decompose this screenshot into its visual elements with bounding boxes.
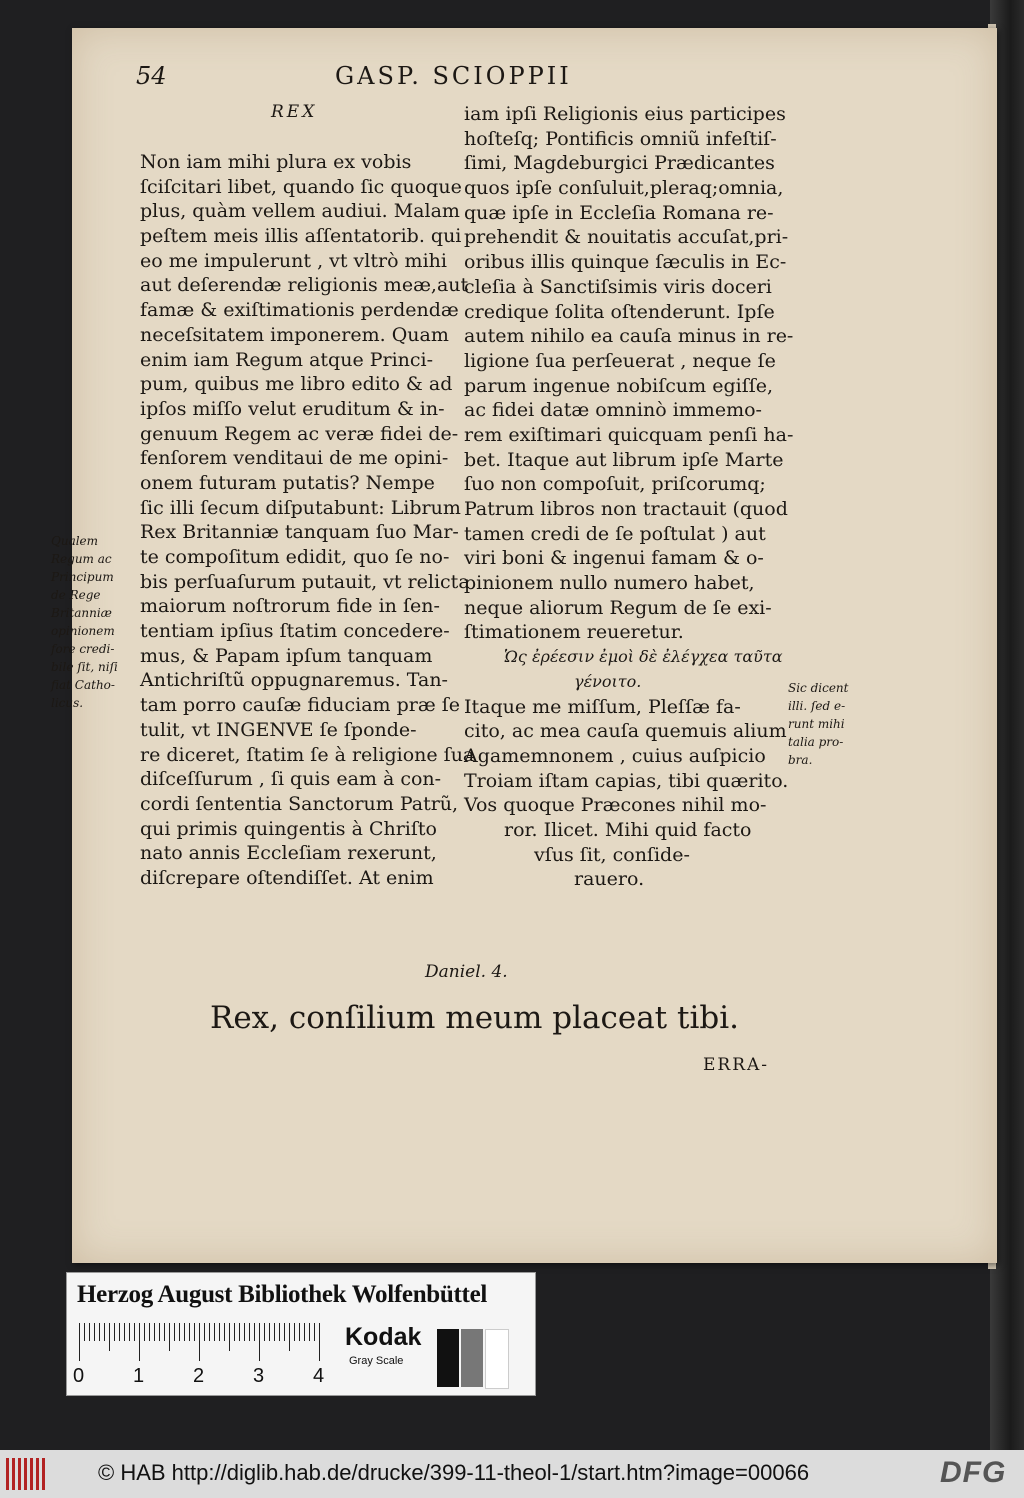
text-line: Agamemnonem , cuius auſpicio xyxy=(464,744,766,767)
text-line: Antichriſtũ oppugnaremus. Tan- xyxy=(140,669,448,692)
margin-note-right xyxy=(788,679,849,769)
ruler-number: 3 xyxy=(253,1365,265,1387)
ruler-tick xyxy=(79,1323,80,1361)
greek-quote-line-2: γένοιτο. xyxy=(574,671,642,691)
ruler-tick xyxy=(259,1323,260,1361)
page-number: 54 xyxy=(136,62,167,90)
text-line: mus, & Papam ipſum tanquam xyxy=(140,644,433,667)
ruler-tick xyxy=(189,1323,190,1341)
gray-swatch xyxy=(461,1329,483,1387)
text-line: tamen credi de ſe poſtulat ) aut xyxy=(464,522,766,545)
text-line: pum, quibus me libro edito & ad xyxy=(140,373,453,396)
margin-note-line: licus. xyxy=(51,696,84,710)
motto: Rex, conſilium meum placeat tibi. xyxy=(210,1000,739,1036)
text-line: cleſia à Sanctiſsimis viris doceri xyxy=(464,275,772,298)
margin-note-left xyxy=(51,532,118,712)
ruler-number: 4 xyxy=(313,1365,325,1387)
text-line: Itaque me miſſum, Pleſſæ fa- xyxy=(464,695,741,718)
ruler-tick xyxy=(249,1323,250,1341)
ruler-tick xyxy=(244,1323,245,1341)
right-column-text xyxy=(464,102,859,892)
margin-note-line: Sic dicent xyxy=(788,681,849,695)
text-line: autem nihilo ea cauſa minus in re- xyxy=(464,325,794,348)
ruler-tick xyxy=(199,1323,200,1361)
text-line: quæ ipſe in Eccleſia Romana re- xyxy=(464,201,774,224)
ruler-tick xyxy=(154,1323,155,1341)
text-line: ſic illi ſecum diſputabunt: Librum xyxy=(140,496,461,519)
footer-bar xyxy=(0,1450,1024,1498)
text-line: vſus ſit, conſide- xyxy=(534,843,690,866)
ruler-tick xyxy=(104,1323,105,1341)
color-calibration-bar xyxy=(66,1272,536,1396)
ruler-tick xyxy=(204,1323,205,1341)
text-line: enim iam Regum atque Princi- xyxy=(140,348,434,371)
text-line: peſtem meis illis aſſentatorib. qui xyxy=(140,225,462,248)
ruler-tick xyxy=(149,1323,150,1341)
text-line: te compoſitum edidit, quo ſe no- xyxy=(140,546,450,568)
ruler-tick xyxy=(284,1323,285,1341)
text-line: diſcrepare oſtendiſſet. At enim xyxy=(140,866,434,889)
section-heading: REX xyxy=(271,102,318,122)
ruler-tick xyxy=(239,1323,240,1341)
text-line: nato annis Eccleſiam rexerunt, xyxy=(140,842,437,865)
ruler-tick xyxy=(209,1323,210,1341)
text-line: plus, quàm vellem audiui. Malam xyxy=(140,200,460,223)
running-head: GASP. SCIOPPII xyxy=(335,62,572,90)
ruler-tick xyxy=(114,1323,115,1341)
kodak-logo: Kodak xyxy=(345,1323,422,1351)
ruler-tick xyxy=(124,1323,125,1341)
text-line: Vos quoque Præcones nihil mo- xyxy=(464,794,767,817)
ruler-number: 0 xyxy=(73,1365,85,1387)
text-line: cito, ac mea cauſa quemuis alium xyxy=(464,720,787,743)
text-line: onem futuram putatis? Nempe xyxy=(140,471,435,494)
ruler-tick xyxy=(139,1323,140,1361)
margin-note-line: Britanniæ xyxy=(51,606,112,620)
text-line: ror. Ilicet. Mihi quid facto xyxy=(504,818,752,841)
ruler-tick xyxy=(174,1323,175,1341)
text-line: rem exiſtimari quicquam penſi ha- xyxy=(464,423,794,446)
text-line: famæ & exiſtimationis perdendæ xyxy=(140,299,459,322)
text-line: prehendit & nouitatis accuſat,pri- xyxy=(464,226,789,249)
ruler-tick xyxy=(179,1323,180,1341)
text-line: credique ſolita oſtenderunt. Ipſe xyxy=(464,300,775,323)
text-line: ligione ſua perſeuerat , neque ſe xyxy=(464,349,776,372)
ruler-tick xyxy=(224,1323,225,1341)
text-line: diſceſſurum , ſi quis eam à con- xyxy=(140,768,442,791)
ruler-number: 2 xyxy=(193,1365,205,1387)
text-line: ſuo non compoſuit, priſcorumq; xyxy=(464,473,766,496)
text-line: qui primis quingentis à Chriſto xyxy=(140,817,437,840)
ruler-tick xyxy=(109,1323,110,1351)
white-swatch xyxy=(485,1329,509,1389)
ruler-tick xyxy=(89,1323,90,1341)
dfg-logo: DFG xyxy=(940,1456,1007,1489)
ruler-tick xyxy=(314,1323,315,1341)
margin-note-line: bile ſit, niſi xyxy=(51,660,118,674)
text-line: aut deſerendæ religionis meæ,aut xyxy=(140,274,469,297)
text-line: tam porro cauſæ fiduciam præ ſe xyxy=(140,694,460,717)
margin-note-line: de Rege xyxy=(51,588,101,602)
margin-note-line: opinionem xyxy=(51,624,115,638)
gray-scale-label: Gray Scale xyxy=(349,1355,404,1367)
text-line: oribus illis quinque ſæculis in Ec- xyxy=(464,251,787,274)
right-column-lines xyxy=(464,102,859,645)
ruler-tick xyxy=(309,1323,310,1341)
margin-note-line: runt mihi xyxy=(788,717,845,731)
margin-note-line: Qualem xyxy=(51,534,99,548)
ruler-tick xyxy=(229,1323,230,1351)
text-line: genuum Regem ac veræ fidei de- xyxy=(140,422,459,445)
hab-barcode-logo-icon xyxy=(6,1458,50,1490)
margin-note-line: fore credi- xyxy=(51,642,115,656)
text-line: iam ipſi Religionis eius participes xyxy=(464,103,786,125)
text-line: ſimi, Magdeburgici Prædicantes xyxy=(464,152,775,175)
ruler-tick xyxy=(164,1323,165,1341)
text-line: parum ingenue nobiſcum egiſſe, xyxy=(464,374,774,397)
ruler-tick xyxy=(219,1323,220,1341)
margin-note-line: illi. ſed e- xyxy=(788,699,846,713)
text-line: neceſsitatem imponerem. Quam xyxy=(140,323,449,346)
text-line: Troiam iſtam capias, tibi quærito. xyxy=(464,769,789,792)
text-line: Rex Britanniæ tanquam ſuo Mar- xyxy=(140,521,459,544)
text-line: ipſos miſſo velut eruditum & in- xyxy=(140,397,445,420)
margin-note-line: talia pro- xyxy=(788,735,844,749)
ruler-tick xyxy=(289,1323,290,1351)
text-line: neque aliorum Regum de ſe exi- xyxy=(464,596,772,619)
text-line: rauero. xyxy=(574,868,645,891)
text-line: ac fidei datæ omninò immemo- xyxy=(464,399,762,422)
ruler-tick xyxy=(119,1323,120,1341)
ruler xyxy=(79,1323,324,1363)
text-line: pinionem nullo numero habet, xyxy=(464,572,755,595)
text-line: viri boni & ingenui famam & o- xyxy=(464,547,764,570)
text-line: hoſteſq; Pontificis omniũ infeſtiſ- xyxy=(464,127,777,150)
ruler-tick xyxy=(319,1323,320,1361)
ruler-tick xyxy=(264,1323,265,1341)
text-line: maiorum noſtrorum fide in ſen- xyxy=(140,595,440,618)
greek-quote-line-1: Ὡς ἐρέεσιν ἐμοὶ δὲ ἐλέγχεα ταῦτα xyxy=(504,647,783,667)
text-line: Patrum libros non tractauit (quod xyxy=(464,498,788,520)
margin-note-line: fiat Catho- xyxy=(51,678,115,692)
ruler-tick xyxy=(294,1323,295,1341)
margin-note-line: bra. xyxy=(788,753,813,767)
catchword: ERRA- xyxy=(703,1055,770,1075)
ruler-tick xyxy=(279,1323,280,1341)
ruler-tick xyxy=(299,1323,300,1341)
text-line: tentiam ipſius ſtatim concedere- xyxy=(140,620,450,643)
ruler-tick xyxy=(184,1323,185,1341)
text-line: tulit, vt INGENVE ſe ſponde- xyxy=(140,718,417,741)
ruler-number: 1 xyxy=(133,1365,145,1387)
text-line: Non iam mihi plura ex vobis xyxy=(140,151,412,173)
text-line: re diceret, ſtatim ſe à religione ſua xyxy=(140,743,475,766)
margin-note-line: Principum xyxy=(51,570,114,584)
text-line: eo me impulerunt , vt vltrò mihi xyxy=(140,249,447,272)
text-line: bet. Itaque aut librum ipſe Marte xyxy=(464,448,784,471)
ruler-tick xyxy=(269,1323,270,1341)
black-swatch xyxy=(437,1329,459,1387)
ruler-tick xyxy=(159,1323,160,1341)
ruler-tick xyxy=(144,1323,145,1341)
ruler-tick xyxy=(84,1323,85,1341)
ruler-tick xyxy=(94,1323,95,1341)
ruler-tick xyxy=(129,1323,130,1341)
text-line: bis perſuaſurum putauit, vt relicta xyxy=(140,570,470,593)
text-line: fenſorem venditaui de me opini- xyxy=(140,447,449,470)
ruler-tick xyxy=(274,1323,275,1341)
library-name: Herzog August Bibliothek Wolfenbüttel xyxy=(77,1281,488,1308)
ruler-tick xyxy=(254,1323,255,1341)
text-line: quos ipſe conſuluit,pleraq;omnia, xyxy=(464,177,784,200)
ruler-tick xyxy=(134,1323,135,1341)
margin-note-line: Regum ac xyxy=(51,552,112,566)
ruler-tick xyxy=(234,1323,235,1341)
ruler-tick xyxy=(194,1323,195,1341)
ruler-tick xyxy=(214,1323,215,1341)
ruler-tick xyxy=(304,1323,305,1341)
text-line: ſciſcitari libet, quando ſic quoque xyxy=(140,175,462,198)
ruler-tick xyxy=(169,1323,170,1351)
source-url[interactable]: © HAB http://diglib.hab.de/drucke/399-11-theol-1/start.htm?image=00066 xyxy=(98,1460,810,1485)
text-line: ſtimationem reueretur. xyxy=(464,621,684,644)
text-line: cordi ſententia Sanctorum Patrũ, xyxy=(140,792,459,815)
ruler-tick xyxy=(99,1323,100,1341)
scripture-reference: Daniel. 4. xyxy=(425,962,508,982)
